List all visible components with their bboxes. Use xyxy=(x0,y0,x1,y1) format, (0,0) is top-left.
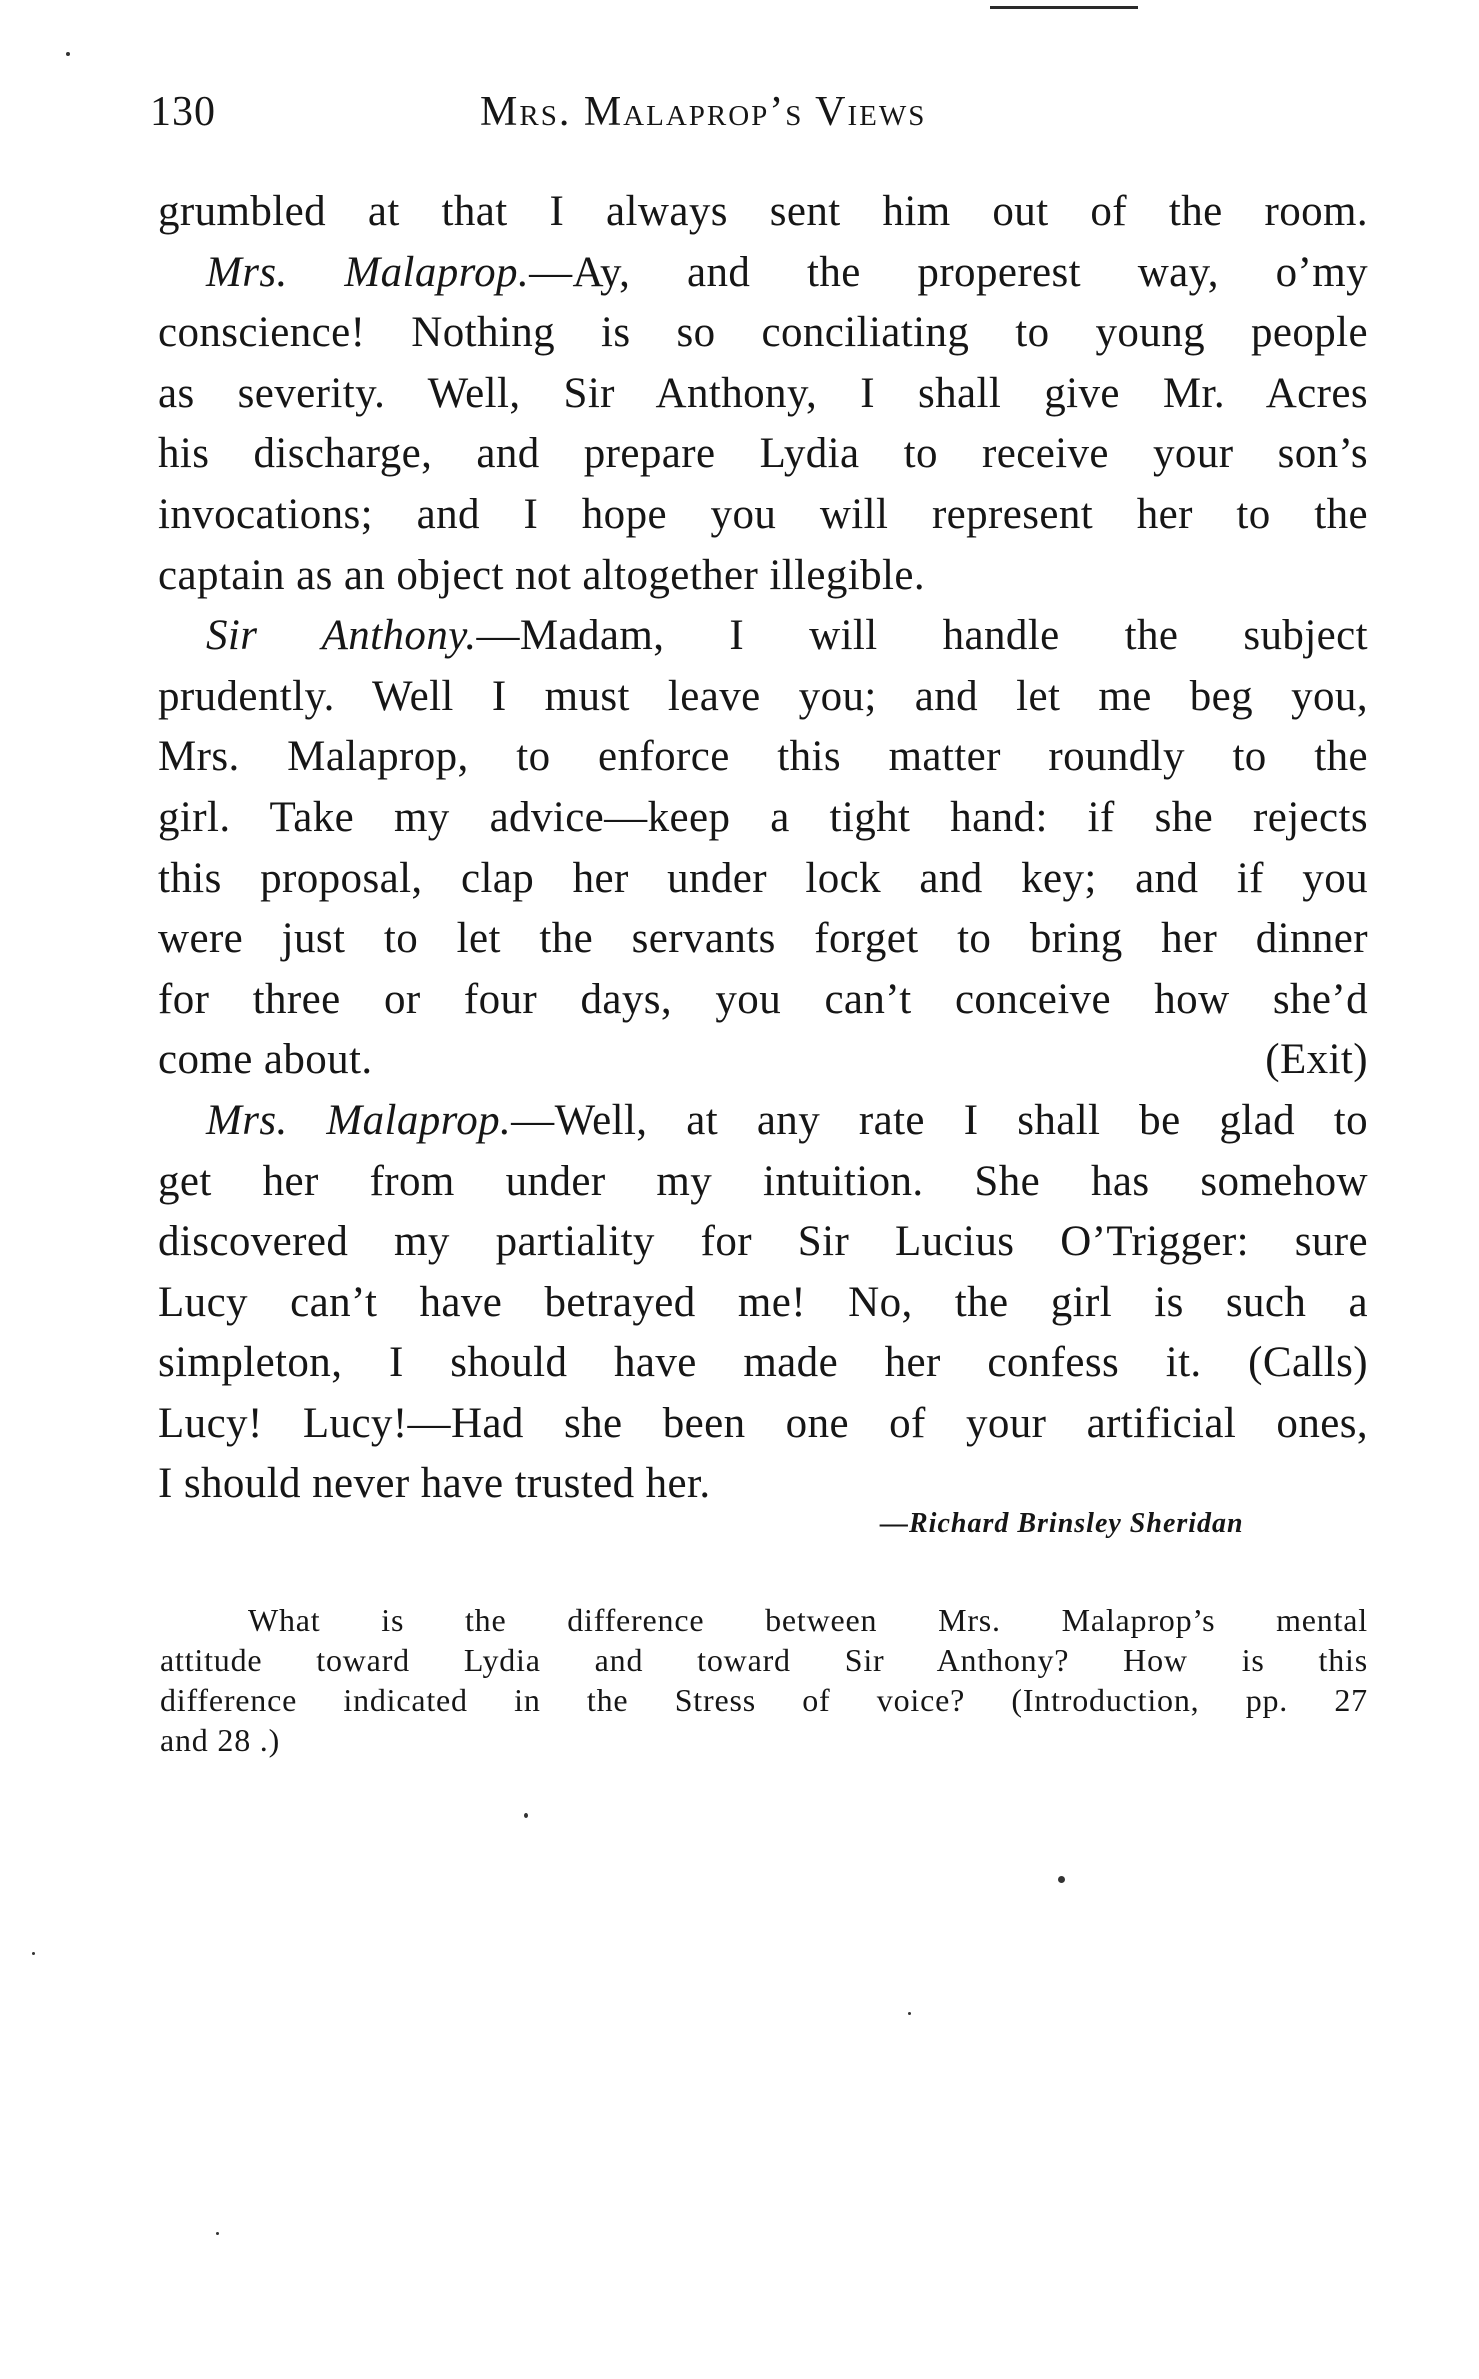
text-line: conscience! Nothing is so conciliating to young people xyxy=(158,309,1368,357)
print-speck xyxy=(32,1952,35,1955)
text-line: invocations; and I hope you will represent her to the xyxy=(158,490,1368,538)
print-speck xyxy=(1058,1876,1065,1883)
stage-direction: (Exit) xyxy=(1265,1036,1368,1084)
text-line: get her from under my intuition. She has somehow xyxy=(158,1157,1368,1205)
speech-text: —Well, at any rate I shall be glad to xyxy=(511,1096,1368,1144)
text-line: for three or four days, you can’t conceive how she’d xyxy=(158,975,1368,1023)
speech-text: come about. xyxy=(158,1036,373,1084)
text-line: prudently. Well I must leave you; and let me beg you, xyxy=(158,672,1368,720)
text-line xyxy=(158,606,1368,667)
speech-text: —Madam, I will handle the subject xyxy=(476,612,1368,660)
speaker-name: Mrs. Malaprop. xyxy=(206,248,530,296)
text-line: as severity. Well, Sir Anthony, I shall give Mr. Acres xyxy=(158,369,1368,417)
text-line: Mrs. Malaprop, to enforce this matter roundly to the xyxy=(158,733,1368,781)
question-line: What is the difference between Mrs. Malaprop’s mental xyxy=(248,1602,1368,1638)
print-speck xyxy=(524,1813,528,1818)
speaker-name: Mrs. Malaprop. xyxy=(206,1096,512,1144)
page-header xyxy=(150,88,1370,148)
text-line: girl. Take my advice—keep a tight hand: if she rejects xyxy=(158,793,1368,841)
text-line xyxy=(158,1030,1368,1091)
text-line xyxy=(158,243,1368,304)
author-attribution: —Richard Brinsley Sheridan xyxy=(880,1508,1244,1539)
question-line: and 28 .) xyxy=(160,1722,281,1758)
text-line: were just to let the servants forget to bring her dinner xyxy=(158,915,1368,963)
running-title: Mrs. Malaprop’s Views xyxy=(480,89,927,135)
text-line: Lucy! Lucy!—Had she been one of your artificial ones, xyxy=(158,1399,1368,1447)
question-line: difference indicated in the Stress of voice? (Introduction, pp. 27 xyxy=(160,1682,1368,1718)
print-speck xyxy=(216,2232,219,2235)
print-speck xyxy=(66,52,70,56)
text-line: this proposal, clap her under lock and key; and if you xyxy=(158,854,1368,902)
text-line: his discharge, and prepare Lydia to receive your son’s xyxy=(158,430,1368,478)
speaker-name: Sir Anthony. xyxy=(206,612,477,660)
speech-text: —Ay, and the properest way, o’my xyxy=(529,248,1368,296)
text-line xyxy=(158,1091,1368,1152)
print-speck xyxy=(908,2012,911,2015)
dialogue-text xyxy=(158,182,1368,1515)
text-line: grumbled at that I always sent him out of the room. xyxy=(158,188,1368,235)
text-line: simpleton, I should have made her confess it. (Calls) xyxy=(158,1339,1368,1387)
text-line: captain as an object not altogether illegible. xyxy=(158,551,926,599)
text-line: Lucy can’t have betrayed me! No, the girl is such a xyxy=(158,1278,1368,1326)
text-line: discovered my partiality for Sir Lucius O’Trigger: sure xyxy=(158,1218,1368,1266)
study-question xyxy=(160,1600,1368,1760)
text-line: I should never have trusted her. xyxy=(158,1460,711,1508)
top-rule xyxy=(990,6,1138,9)
page-number: 130 xyxy=(150,89,216,135)
question-line: attitude toward Lydia and toward Sir Anthony? How is this xyxy=(160,1642,1368,1678)
